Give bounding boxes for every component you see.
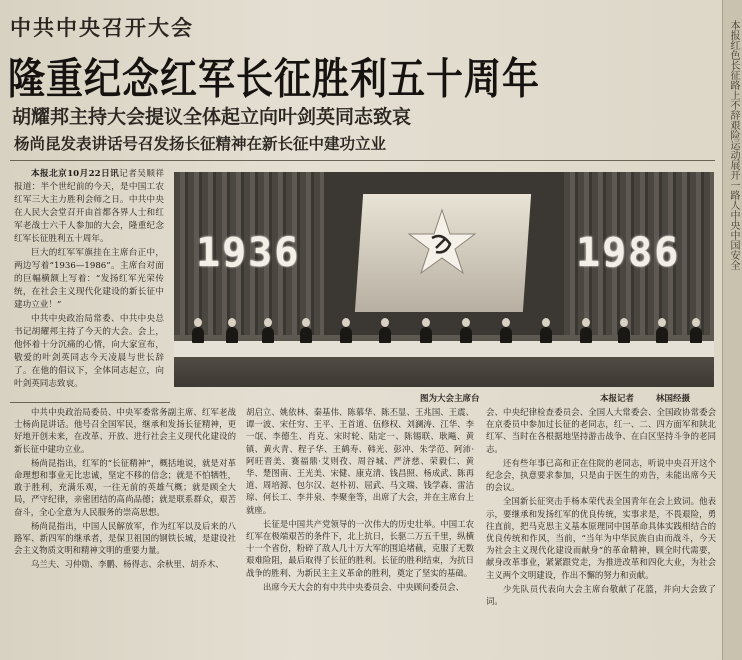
year-banner-right: 1986 [576, 230, 681, 276]
paragraph: 中共中央政治局常委、中共中央总书记胡耀邦主持了今天的大会。会上，他怀着十分沉痛的心情，向大家宣布，敬爱的叶剑英同志今天凌晨与世长辞了。在他的倡议下，全体同志起立，向叶剑英同志致哀。 [14, 314, 164, 389]
official-figure [690, 327, 702, 343]
official-figure [500, 327, 512, 343]
article-column-right [486, 406, 716, 609]
rostrum-table [174, 341, 714, 357]
paragraph: 还有些年事已高和正在住院的老同志，听说中央召开这个纪念会，执意要求参加，只是由于医生的劝告，未能出席今天的会议。 [486, 457, 716, 493]
official-figure [379, 327, 391, 343]
photo-credit-label: 本报记者 [600, 394, 635, 404]
official-figure [262, 327, 274, 343]
paragraph: 中共中央政治局委员、中央军委常务副主席、红军老战士杨尚昆讲话。他号召全国军民，继承和发扬长征精神，更好地开创未来，在改革、开放、进行社会主义现代化建设的新长征中建功立业。 [14, 407, 236, 454]
paragraph: 会、中央纪律检查委员会、全国人大常委会、全国政协常委会在京委员中参加过长征的老同志，红一、二、四方面军和陕北红军、当时在各根据地坚持游击战争、在白区坚持斗争的老同志。 [486, 407, 716, 454]
photo-caption: 图为大会主席台 [420, 394, 480, 404]
official-figure [340, 327, 352, 343]
paragraph: 杨尚昆指出，红军的“长征精神”，概括地说，就是对革命理想和事业无比忠诚，坚定不移的信念；就是不怕牺牲，敢于胜利，充满乐观，一往无前的英雄气概；就是顾全大局，严守纪律，亲密团结的高尚品德；就是联系群众，艰苦奋斗，全心全意为人民服务的崇高思想。 [14, 457, 236, 517]
rostrum-photo [174, 172, 714, 387]
paragraph: 全国新长征突击手杨本荣代表全国青年在会上致词。他表示，要继承和发扬红军的优良传统，实事求是，不畏艰险，勇往直前，把马克思主义基本原理同中国革命具体实践相结合的优良传统和作风，当前，“当年为中华民族自由而战斗，今天为社会主义现代化建设而献身”的革命精神，顾全时代需要，献身改革事业，紧紧跟党走，为推进改革和四化大业，为社会主义两个文明建设，作出不懈的努力和贡献。 [486, 496, 716, 580]
adjacent-column-edge [722, 0, 742, 660]
article-column-middle-1 [14, 406, 236, 573]
official-figure [618, 327, 630, 343]
official-figure [192, 327, 204, 343]
year-banner-left: 1936 [196, 230, 301, 276]
paragraph: 杨尚昆指出，中国人民解放军，作为红军以及后来的八路军、新四军的继承者，是保卫祖国的钢铁长城，是建设社会主义物质文明和精神文明的重要力量。 [14, 520, 236, 556]
main-headline: 隆重纪念红军长征胜利五十周年 [8, 54, 540, 104]
paragraph: 出席今天大会的有中共中央委员会、中央顾问委员会、 [263, 581, 464, 592]
kicker-headline: 中共中央召开大会 [10, 16, 194, 40]
paragraph [14, 168, 164, 246]
paragraph-text: 记者吴顺祥报道：半个世纪前的今天，是中国工农红军三大主力胜利会师之日。中共中央在人民大会堂召开由首都各界人士和红军老战士六千人参加的大会，隆重纪念红军长征胜利五十周年。 [14, 169, 164, 244]
paragraph: 长征是中国共产党领导的一次伟大的历史壮举。中国工农红军在极端艰苦的条件下，北上抗日，长驱二万五千里，纵横十一个省份，粉碎了敌人几十万大军的围追堵截，克服了无数艰难险阻，最后取得了长征的胜利。长征的胜利结束，为抗日战争的胜利、为新民主主义革命的胜利，奠定了坚实的基础。 [246, 518, 474, 578]
official-figure [540, 327, 552, 343]
subheadline-2: 杨尚昆发表讲话号召发扬长征精神在新长征中建功立业 [14, 135, 387, 153]
adjacent-column-text: 本报红色长征路上不辞艰险运动展开一路人中央中国安全 [728, 20, 739, 270]
paragraph: 胡启立、姚依林、秦基伟、陈慕华、陈丕显、王兆国、王震、谭一波、宋任穷、王平、王首道、伍修权、刘澜涛、江华、李一氓、李德生、肖克、宋时轮、陆定一、陈锡联、耿飚、黄镇、黄火青、程子华、王鹤寿、韩光、彭冲、朱学范、阿沛·阿旺晋美、赛福鼎·艾则孜、周谷城、严济慈、荣毅仁、黄华、楚图南、王光美、宋健、康克清、钱昌照、杨成武、陈再道、周培源、包尔汉、赵朴初、屈武、马文瑞、钱学森、雷洁琼、何长工、李井泉、李聚奎等，出席了大会，并在主席台上就座。 [246, 407, 474, 515]
official-figure [300, 327, 312, 343]
official-figure [420, 327, 432, 343]
dateline: 本报北京10月22日讯 [31, 169, 120, 179]
column-divider [10, 402, 170, 403]
paragraph: 乌兰夫、习仲勋、李鹏、杨得志、余秋里、胡乔木、 [31, 559, 224, 570]
official-figure [580, 327, 592, 343]
official-figure [226, 327, 238, 343]
paragraph: 巨大的红军军旗挂在主席台正中，两边写着“1936—1986”。主席台对面的巨幅横额上写着：“发扬红军光荣传统，在社会主义现代化建设的新长征中建功立业！” [14, 248, 164, 310]
paragraph: 少先队员代表向大会主席台敬献了花篮，并向大会致了词。 [486, 583, 716, 607]
official-figure [460, 327, 472, 343]
article-column-middle-2 [246, 406, 474, 595]
official-figure [656, 327, 668, 343]
header-divider [10, 160, 715, 161]
subheadline-1: 胡耀邦主持大会提议全体起立向叶剑英同志致哀 [12, 106, 412, 128]
photo-credit-name: 林国经摄 [656, 394, 691, 404]
article-column-left [14, 168, 164, 392]
